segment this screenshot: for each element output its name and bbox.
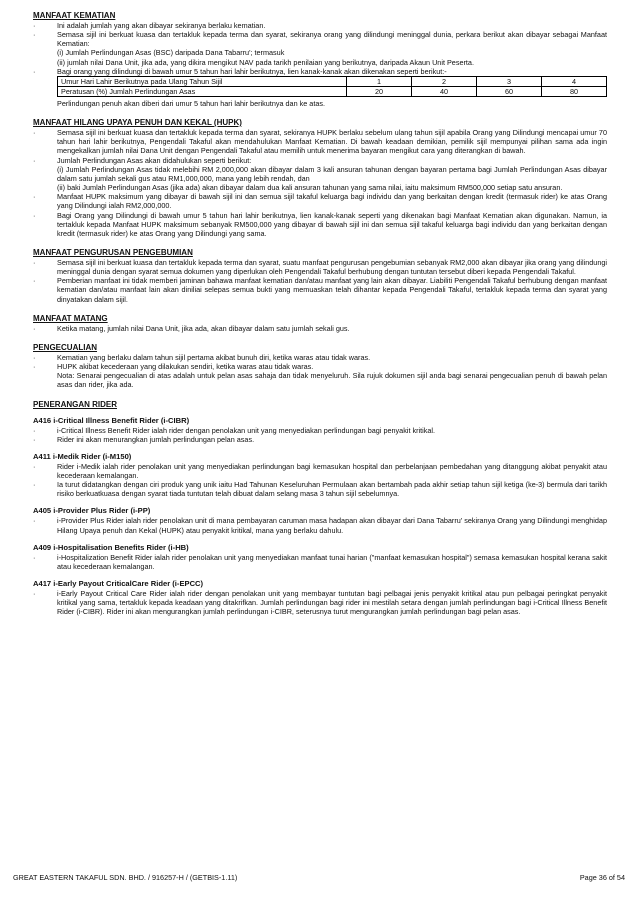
bullet-text: Rider i-Medik ialah rider penolakan unit yang menyediakan perlindungan bagi kemasukan hospital dan perbelanjaan pembedahan yang ditanggung akibat penyakit atau kecederaan kemalangan. [57,461,607,480]
table-row-label: Umur Hari Lahir Berikutnya pada Ulang Tahun Sijil [58,76,347,86]
bullet-marker: · [33,276,36,286]
footer-company: GREAT EASTERN TAKAFUL SDN. BHD. / 916257-H / (GETBIS-1.11) [13,873,238,882]
bullet-item [33,353,607,362]
table-row [58,86,607,96]
bullet-text: i-Critical Illness Benefit Rider ialah rider dengan penolakan unit yang menyediakan perlindungan bagi penyakit kritikal. [57,425,436,435]
juvenile-lien-table [57,76,607,97]
bullet-marker: · [33,552,36,562]
bullet-marker: · [33,128,36,138]
section-death-benefit [33,11,607,108]
bullet-marker: · [33,589,36,599]
table-cell: 40 [412,86,477,96]
sub-item: (ii) baki Jumlah Perlindungan Asas (jika ada) akan dibayar dalam dua kali ansuran tahunan yang sama nilai, iaitu maksimum RM500,000 setiap satu ansuran. [57,183,563,193]
bullet-item [33,128,607,155]
bullet-text: Semasa sijil ini berkuat kuasa dan tertakluk kepada terma dan syarat, sekiranya orang yang dilindungi meninggal dunia, perkara berikut akan dibayar sebagai Manfaat Kematian: [57,30,607,49]
bullet-text: Bagi Orang yang Dilindungi di bawah umur 5 tahun hari lahir berikutnya, lien kanak-kanak seperti yang dikenakan bagi Manfaat Kematian akan digunakan. Namun, ia tertakluk kepada Manfaat HUPK maksimum sebanyak RM500,000 yang dibayar di bawah sijil ini dan semua sijil takaful keluarga bagi individu dan yang berkaitan dengan kredit (termasuk rider) ke atas Orang yang Dilindungi yang sama. [57,210,607,238]
bullet-text: Jumlah Perlindungan Asas akan didahulukan seperti berikut: [57,155,252,165]
bullet-item [33,435,607,444]
bullet-item [33,324,607,333]
bullet-text: Bagi orang yang dilindungi di bawah umur 5 tahun hari lahir berikutnya, lien kanak-kanak akan dikenakan seperti berikut:- [57,66,447,76]
rider-title: A417 i-Early Payout CriticalCare Rider (i-EPCC) [33,579,204,589]
table-cell: 20 [347,86,412,96]
bullet-item [33,462,607,480]
bullet-item [33,553,607,571]
bullet-marker: · [33,461,36,471]
section-title: PENGECUALIAN [33,342,98,352]
bullet-item [33,156,607,165]
rider-iepcc [33,579,607,616]
bullet-text: Semasa sijil ini berkuat kuasa dan tertakluk kepada terma dan syarat, sekiranya HUPK berlaku sebelum ulang tahun sijil apabila Orang yang Dilindungi mencapai umur 70 tahun hari lahir berikutnya, Pengendali Takaful akan mendahulukan Manfaat Kematian. Di bawah keadaan demikian, pemilik sijil mempunyai pilihan sama ada ingin mengekalkan jumlah nilai Dana Unit dengan Pengendali Takaful atau memilih untuk menerima bayaran mengikut cara yang diterangkan di bawah. [57,128,607,156]
table-cell: 80 [542,86,607,96]
table-cell: 3 [477,76,542,86]
table-cell: 1 [347,76,412,86]
bullet-marker: · [33,21,36,30]
bullet-text: Rider ini akan menurangkan jumlah perlindungan pelan asas. [57,434,255,444]
bullet-item [33,589,607,616]
bullet-text: i-Provider Plus Rider ialah rider penolakan unit di mana pembayaran caruman masa hadapan akan dibayar dari Dana Tabarru' sekiranya Orang yang Dilindungi menghidap Hilang Upaya penuh dan Kekal (HUPK) atau penyakit kritikal, mana yang berlaku dahulu. [57,516,607,535]
rider-ipp [33,506,607,534]
bullet-item [33,362,607,371]
sub-item: (ii) jumlah nilai Dana Unit, jika ada, yang dikira mengikut NAV pada tarikh penilaian yang berikutnya, daripada Akaun Unit Peserta. [57,57,474,67]
bullet-marker: · [33,352,36,362]
section-rider-description [33,400,607,410]
bullet-marker: · [33,192,36,202]
bullet-text: i-Early Payout Critical Care Rider ialah rider dengan penolakan unit yang membayar tuntutan bagi pelbagai jenis penyakit kritikal atau pun pelbagai peringkat penyakit kritikal yang sama, tertakluk kepada keadaan yang ditakrifkan. Jumlah perlindungan bagi rider ini mestilah setara dengan jumlah perlindungan bagi i-Critical Illness Benefit Rider (i-CIBR). Rider ini akan mengurangkan jumlah perlindungan i-CIBR, seterusnya turut mengurangkan jumlah perlindungan bagi pelan asas. [57,589,607,617]
bullet-marker: · [33,66,36,76]
bullet-item [33,276,607,303]
table-cell: 60 [477,86,542,96]
section-title: MANFAAT PENGURUSAN PENGEBUMIAN [33,247,193,257]
paragraph: Perlindungan penuh akan diberi dari umur 5 tahun hari lahir berikutnya dan ke atas. [57,98,326,108]
sub-item: (i) Jumlah Perlindungan Asas tidak melebihi RM 2,000,000 akan dibayar dalam 3 kali ansuran tahunan dengan bayaran pertama bagi Jumlah Perlindungan Asas dibayar dalam satu jumlah sekali gus atau RM1,000,000, mana yang lebih rendah, dan [57,164,607,183]
bullet-marker: · [33,434,36,444]
section-title: MANFAAT KEMATIAN [33,11,116,20]
rider-title: A405 i-Provider Plus Rider (i-PP) [33,506,151,516]
bullet-marker: · [33,323,36,333]
table-row [58,76,607,86]
bullet-item [33,192,607,210]
section-maturity-benefit [33,314,607,333]
bullet-text: Ia turut didatangkan dengan ciri produk yang unik iaitu Had Tahunan Keseluruhan Permulaan akan bertambah pada akhir setiap tahun sijil ketiga (ke-3) bermula dari tarikh risiko berkuatkuasa dengan syarat tiada tuntutan telah dibuat dalam selang masa 3 tahun sijil sebelumnya. [57,480,607,499]
bullet-marker: · [33,210,36,220]
page-content [33,11,607,617]
bullet-marker: · [33,257,36,267]
section-title: MANFAAT MATANG [33,313,108,323]
rider-title: A416 i-Critical Illness Benefit Rider (i-CIBR) [33,415,190,425]
rider-imedik [33,452,607,499]
bullet-text: i-Hospitalization Benefit Rider ialah rider penolakan unit yang menyediakan manfaat tunai harian ("manfaat kemasukan hospital") semasa kemasukan hospital kerana sakit atau kecederaan kemalangan. [57,552,607,571]
section-title: PENERANGAN RIDER [33,399,118,409]
bullet-text: Manfaat HUPK maksimum yang dibayar di bawah sijil ini dan semua sijil takaful keluarga bagi individu dan yang berkaitan dengan kredit (termasuk rider) ke atas Orang yang Dilindungi ialah RM2,000,000. [57,192,607,211]
note: Nota: Senarai pengecualian di atas adalah untuk pelan asas sahaja dan tidak menyeluruh. Sila rujuk dokumen sijil anda bagi senarai pengecualian penuh di bawah pelan asas dan rider, jika ada. [57,371,607,390]
section-title: MANFAAT HILANG UPAYA PENUH DAN KEKAL (HUPK) [33,118,242,128]
bullet-marker: · [33,30,36,40]
bullet-text: Ketika matang, jumlah nilai Dana Unit, jika ada, akan dibayar dalam satu jumlah sekali gus. [57,323,350,333]
table-cell: 4 [542,76,607,86]
bullet-text: Pemberian manfaat ini tidak memberi jaminan bahawa manfaat kematian dan/atau manfaat yang lain akan dibayar. Liabiliti Pengendali Takaful berhubung dengan manfaat kematian dan/atau manfaat lain akan diniliai selepas semua bukti yang memuaskan telah dihantar kepada Pengendali Takaful, tertakluk kepada terma dan syarat yang dinyatakan dalam sijil. [57,276,607,304]
bullet-marker: · [33,480,36,490]
bullet-text: Kematian yang berlaku dalam tahun sijil pertama akibat bunuh diri, ketika waras atau tidak waras. [57,352,371,362]
bullet-item [33,258,607,276]
section-tpd-benefit [33,118,607,238]
rider-title: A411 i-Medik Rider (i-M150) [33,451,132,461]
rider-title: A409 i-Hospitalisation Benefits Rider (i-HB) [33,542,189,552]
bullet-item [33,211,607,238]
bullet-item [33,516,607,534]
bullet-item [33,67,607,76]
bullet-item [33,21,607,30]
bullet-marker: · [33,155,36,165]
bullet-text: Ini adalah jumlah yang akan dibayar sekiranya berlaku kematian. [57,21,266,30]
bullet-marker: · [33,425,36,435]
table-cell: 2 [412,76,477,86]
page-footer [13,873,625,882]
section-funeral-benefit [33,248,607,304]
bullet-text: HUPK akibat kecederaan yang dilakukan sendiri, ketika waras atau tidak waras. [57,362,314,372]
bullet-item [33,30,607,48]
rider-icibr [33,416,607,444]
sub-item: (i) Jumlah Perlindungan Asas (BSC) daripada Dana Tabarru'; termasuk [57,48,285,58]
bullet-marker: · [33,516,36,526]
bullet-marker: · [33,362,36,372]
bullet-text: Semasa sijil ini berkuat kuasa dan tertakluk kepada terma dan syarat, suatu manfaat pengurusan pengebumian sebanyak RM2,000 akan dibayar jika orang yang dilindungi meninggal dunia dengan syarat semua dokumen yang diperlukan oleh Pengendali Takaful berhubung dengan tuntutan tersebut diberi kepada Pengendali Takaful. [57,257,607,277]
section-exclusions [33,343,607,390]
bullet-item [33,480,607,498]
rider-ihb [33,543,607,571]
bullet-item [33,426,607,435]
page-number: Page 36 of 54 [579,873,625,882]
table-row-label: Peratusan (%) Jumlah Perlindungan Asas [58,86,347,96]
